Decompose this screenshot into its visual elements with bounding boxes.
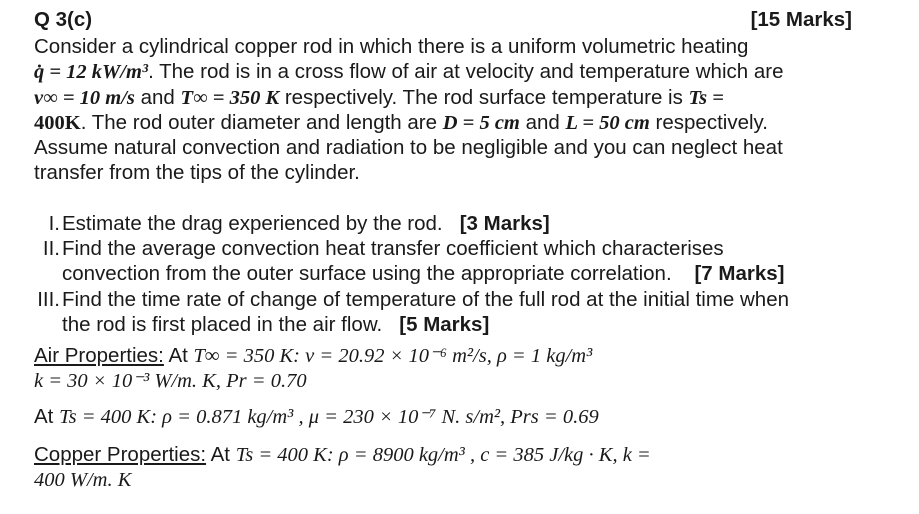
- diameter-math: D = 5 cm: [442, 112, 520, 134]
- air-properties-line-1: [34, 344, 592, 368]
- intro-line-3-and: and: [134, 86, 181, 109]
- item-2-number: II.: [42, 237, 60, 260]
- intro-line-6: transfer from the tips of the cylinder.: [34, 161, 360, 184]
- question-marks: [15 Marks]: [750, 8, 852, 31]
- surface-temp-math: Ts =: [688, 87, 724, 109]
- item-2-line-2: [62, 262, 784, 286]
- item-3-line-2: [62, 313, 489, 337]
- air-properties-line-3: [34, 405, 599, 429]
- item-1-text: Estimate the drag experienced by the rod.: [62, 212, 443, 235]
- air-properties-line-2: k = 30 × 10⁻³ W/m. K, Pr = 0.70: [34, 370, 307, 392]
- question-header: [34, 8, 852, 32]
- air-properties-math-1: T∞ = 350 K: ν = 20.92 × 10⁻⁶ m²/s, ρ = 1 kg/m³: [193, 345, 593, 367]
- question-number: Q 3(c): [34, 8, 93, 31]
- copper-properties-line-1: [34, 443, 651, 467]
- intro-line-4-and: and: [519, 111, 566, 134]
- intro-line-2: [34, 60, 784, 84]
- intro-line-4-text-b: respectively.: [649, 111, 768, 134]
- heating-rate-math: q̇ = 12 kW/m³: [34, 61, 149, 83]
- intro-line-4-text-a: . The rod outer diameter and length are: [80, 111, 443, 134]
- item-3-text: the rod is first placed in the air flow.: [62, 313, 383, 336]
- item-2-text: convection from the outer surface using the appropriate correlation.: [62, 262, 672, 285]
- velocity-math: v∞ = 10 m/s: [34, 87, 135, 109]
- intro-line-3-text: respectively. The rod surface temperature is: [279, 86, 689, 109]
- intro-line-4: [34, 111, 768, 135]
- copper-properties-heading: Copper Properties:: [34, 443, 207, 466]
- intro-line-5: Assume natural convection and radiation to be negligible and you can neglect heat: [34, 136, 783, 159]
- item-1-marks: [3 Marks]: [459, 212, 550, 235]
- item-3-line-1: Find the time rate of change of temperature of the full rod at the initial time when: [62, 288, 790, 311]
- surface-temp-value: 400K: [34, 112, 81, 134]
- item-3-marks: [5 Marks]: [399, 313, 490, 336]
- intro-line-2-text: . The rod is in a cross flow of air at velocity and temperature which are: [148, 60, 784, 83]
- intro-line-1: Consider a cylindrical copper rod in which there is a uniform volumetric heating: [34, 35, 749, 58]
- item-1-line-1: [62, 212, 550, 236]
- copper-properties-math-1: Ts = 400 K: ρ = 8900 kg/m³ , c = 385 J/kg · K, k =: [235, 444, 651, 466]
- air-properties-heading: Air Properties:: [34, 344, 164, 367]
- air-properties-at-2: At: [34, 405, 60, 428]
- item-2-line-1: Find the average convection heat transfer coefficient which characterises: [62, 237, 724, 260]
- freestream-temp-math: T∞ = 350 K: [180, 87, 280, 109]
- item-3-number: III.: [37, 288, 60, 311]
- air-properties-math-3: Ts = 400 K: ρ = 0.871 kg/m³ , μ = 230 × 10⁻⁷ N. s/m², Prs = 0.69: [59, 406, 599, 428]
- length-math: L = 50 cm: [565, 112, 650, 134]
- copper-properties-line-2: 400 W/m. K: [34, 469, 132, 491]
- item-1-number: I.: [48, 212, 60, 235]
- item-2-marks: [7 Marks]: [694, 262, 785, 285]
- intro-line-3: [34, 86, 724, 110]
- copper-properties-at: At: [206, 443, 236, 466]
- air-properties-at: At: [163, 344, 194, 367]
